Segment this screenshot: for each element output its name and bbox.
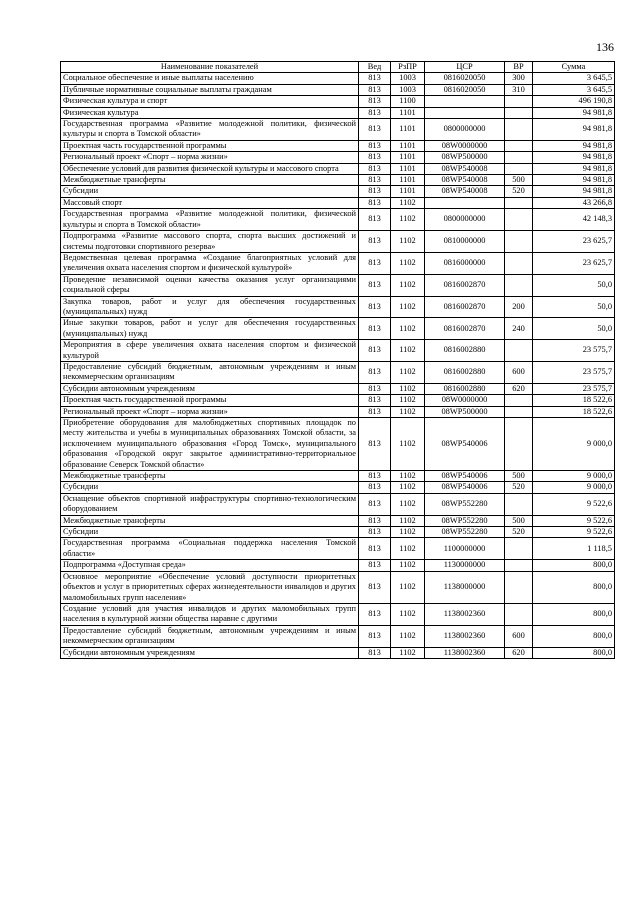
- sum-cell: 9 000,0: [533, 482, 615, 493]
- rzpr-cell: 1101: [391, 140, 425, 151]
- rzpr-cell: 1102: [391, 296, 425, 318]
- csr-cell: 08WP540008: [425, 186, 505, 197]
- ved-cell: 813: [359, 418, 391, 471]
- row-name-cell: Проектная часть государственной программы: [61, 395, 359, 406]
- row-name-cell: Закупка товаров, работ и услуг для обеспечения государственных (муниципальных) нужд: [61, 296, 359, 318]
- csr-cell: [425, 197, 505, 208]
- rzpr-cell: 1102: [391, 231, 425, 253]
- rzpr-cell: 1102: [391, 406, 425, 417]
- table-row: [61, 119, 615, 141]
- row-name-cell: Массовый спорт: [61, 197, 359, 208]
- row-name-cell: Проектная часть государственной программы: [61, 140, 359, 151]
- ved-cell: 813: [359, 647, 391, 658]
- csr-cell: 0816002870: [425, 296, 505, 318]
- ved-cell: 813: [359, 383, 391, 394]
- csr-cell: 1130000000: [425, 560, 505, 571]
- csr-cell: 08W0000000: [425, 140, 505, 151]
- table-row: [61, 515, 615, 526]
- sum-cell: 94 981,8: [533, 140, 615, 151]
- sum-cell: 18 522,6: [533, 406, 615, 417]
- rzpr-cell: 1003: [391, 84, 425, 95]
- vr-cell: [505, 96, 533, 107]
- sum-cell: 3 645,5: [533, 84, 615, 95]
- header-csr: ЦСР: [425, 62, 505, 73]
- rzpr-cell: 1102: [391, 527, 425, 538]
- row-name-cell: Государственная программа «Социальная поддержка населения Томской области»: [61, 538, 359, 560]
- ved-cell: 813: [359, 296, 391, 318]
- csr-cell: [425, 107, 505, 118]
- ved-cell: 813: [359, 73, 391, 84]
- table-row: [61, 603, 615, 625]
- row-name-cell: Субсидии автономным учреждениям: [61, 383, 359, 394]
- sum-cell: 496 190,8: [533, 96, 615, 107]
- sum-cell: 9 522,6: [533, 527, 615, 538]
- row-name-cell: Межбюджетные трансферты: [61, 515, 359, 526]
- budget-table: [60, 61, 615, 659]
- sum-cell: 94 981,8: [533, 152, 615, 163]
- vr-cell: 620: [505, 647, 533, 658]
- rzpr-cell: 1102: [391, 274, 425, 296]
- header-vr: ВР: [505, 62, 533, 73]
- csr-cell: 1138002360: [425, 603, 505, 625]
- csr-cell: 0816000000: [425, 252, 505, 274]
- csr-cell: 08WP540006: [425, 418, 505, 471]
- csr-cell: 0810000000: [425, 231, 505, 253]
- table-row: [61, 647, 615, 658]
- vr-cell: 500: [505, 175, 533, 186]
- ved-cell: 813: [359, 361, 391, 383]
- rzpr-cell: 1101: [391, 175, 425, 186]
- rzpr-cell: 1102: [391, 197, 425, 208]
- table-row: [61, 252, 615, 274]
- vr-cell: 600: [505, 625, 533, 647]
- rzpr-cell: 1101: [391, 186, 425, 197]
- rzpr-cell: 1102: [391, 538, 425, 560]
- vr-cell: [505, 418, 533, 471]
- rzpr-cell: 1102: [391, 493, 425, 515]
- vr-cell: 200: [505, 296, 533, 318]
- sum-cell: 43 266,8: [533, 197, 615, 208]
- rzpr-cell: 1102: [391, 318, 425, 340]
- vr-cell: 300: [505, 73, 533, 84]
- rzpr-cell: 1102: [391, 209, 425, 231]
- vr-cell: [505, 107, 533, 118]
- vr-cell: [505, 209, 533, 231]
- ved-cell: 813: [359, 140, 391, 151]
- rzpr-cell: 1102: [391, 471, 425, 482]
- row-name-cell: Иные закупки товаров, работ и услуг для обеспечения государственных (муниципальных) нужд: [61, 318, 359, 340]
- table-row: [61, 163, 615, 174]
- rzpr-cell: 1102: [391, 515, 425, 526]
- sum-cell: 23 575,7: [533, 340, 615, 362]
- ved-cell: 813: [359, 625, 391, 647]
- csr-cell: 08WP540006: [425, 482, 505, 493]
- ved-cell: 813: [359, 119, 391, 141]
- table-row: [61, 107, 615, 118]
- ved-cell: 813: [359, 603, 391, 625]
- row-name-cell: Субсидии: [61, 186, 359, 197]
- row-name-cell: Субсидии автономным учреждениям: [61, 647, 359, 658]
- header-ved: Вед: [359, 62, 391, 73]
- vr-cell: 500: [505, 515, 533, 526]
- table-row: [61, 395, 615, 406]
- row-name-cell: Государственная программа «Развитие молодежной политики, физической культуры и спорта в Томской области»: [61, 209, 359, 231]
- table-row: [61, 471, 615, 482]
- vr-cell: [505, 152, 533, 163]
- vr-cell: [505, 274, 533, 296]
- table-row: [61, 571, 615, 603]
- csr-cell: [425, 96, 505, 107]
- rzpr-cell: 1102: [391, 395, 425, 406]
- ved-cell: 813: [359, 186, 391, 197]
- row-name-cell: Обеспечение условий для развития физической культуры и массового спорта: [61, 163, 359, 174]
- table-row: [61, 318, 615, 340]
- row-name-cell: Оснащение объектов спортивной инфраструктуры спортивно-технологическим оборудованием: [61, 493, 359, 515]
- header-name: Наименование показателей: [61, 62, 359, 73]
- sum-cell: 9 000,0: [533, 471, 615, 482]
- csr-cell: 0800000000: [425, 119, 505, 141]
- ved-cell: 813: [359, 274, 391, 296]
- table-row: [61, 296, 615, 318]
- row-name-cell: Региональный проект «Спорт – норма жизни»: [61, 152, 359, 163]
- csr-cell: 08WP500000: [425, 152, 505, 163]
- rzpr-cell: 1101: [391, 163, 425, 174]
- table-row: [61, 73, 615, 84]
- sum-cell: 3 645,5: [533, 73, 615, 84]
- ved-cell: 813: [359, 493, 391, 515]
- ved-cell: 813: [359, 175, 391, 186]
- vr-cell: [505, 603, 533, 625]
- table-row: [61, 186, 615, 197]
- rzpr-cell: 1101: [391, 119, 425, 141]
- vr-cell: [505, 395, 533, 406]
- sum-cell: 50,0: [533, 274, 615, 296]
- table-row: [61, 209, 615, 231]
- csr-cell: 08WP552280: [425, 493, 505, 515]
- ved-cell: 813: [359, 96, 391, 107]
- csr-cell: 1138000000: [425, 571, 505, 603]
- csr-cell: 1100000000: [425, 538, 505, 560]
- row-name-cell: Ведомственная целевая программа «Создание благоприятных условий для увеличения охвата населения спортом и физической культурой»: [61, 252, 359, 274]
- row-name-cell: Межбюджетные трансферты: [61, 175, 359, 186]
- sum-cell: 1 118,5: [533, 538, 615, 560]
- row-name-cell: Проведение независимой оценки качества оказания услуг организациями социальной сферы: [61, 274, 359, 296]
- rzpr-cell: 1102: [391, 603, 425, 625]
- row-name-cell: Субсидии: [61, 482, 359, 493]
- row-name-cell: Публичные нормативные социальные выплаты гражданам: [61, 84, 359, 95]
- csr-cell: 08WP540008: [425, 175, 505, 186]
- table-row: [61, 96, 615, 107]
- sum-cell: 23 625,7: [533, 231, 615, 253]
- vr-cell: 500: [505, 471, 533, 482]
- header-sum: Сумма: [533, 62, 615, 73]
- vr-cell: [505, 406, 533, 417]
- csr-cell: 08W0000000: [425, 395, 505, 406]
- ved-cell: 813: [359, 318, 391, 340]
- ved-cell: 813: [359, 515, 391, 526]
- rzpr-cell: 1102: [391, 571, 425, 603]
- sum-cell: 23 625,7: [533, 252, 615, 274]
- csr-cell: 0816002880: [425, 340, 505, 362]
- table-row: [61, 406, 615, 417]
- ved-cell: 813: [359, 163, 391, 174]
- table-row: [61, 493, 615, 515]
- sum-cell: 94 981,8: [533, 163, 615, 174]
- rzpr-cell: 1003: [391, 73, 425, 84]
- table-row: [61, 361, 615, 383]
- sum-cell: 800,0: [533, 603, 615, 625]
- rzpr-cell: 1102: [391, 647, 425, 658]
- table-row: [61, 231, 615, 253]
- csr-cell: 0816002880: [425, 361, 505, 383]
- sum-cell: 42 148,3: [533, 209, 615, 231]
- sum-cell: 50,0: [533, 318, 615, 340]
- sum-cell: 800,0: [533, 571, 615, 603]
- csr-cell: 0816002880: [425, 383, 505, 394]
- ved-cell: 813: [359, 527, 391, 538]
- header-rzpr: РзПР: [391, 62, 425, 73]
- sum-cell: 18 522,6: [533, 395, 615, 406]
- sum-cell: 800,0: [533, 560, 615, 571]
- sum-cell: 23 575,7: [533, 383, 615, 394]
- table-row: [61, 274, 615, 296]
- rzpr-cell: 1101: [391, 152, 425, 163]
- sum-cell: 50,0: [533, 296, 615, 318]
- csr-cell: 0816002870: [425, 318, 505, 340]
- ved-cell: 813: [359, 84, 391, 95]
- vr-cell: [505, 340, 533, 362]
- table-row: [61, 175, 615, 186]
- csr-cell: 0816002870: [425, 274, 505, 296]
- ved-cell: 813: [359, 538, 391, 560]
- sum-cell: 94 981,8: [533, 107, 615, 118]
- row-name-cell: Подпрограмма «Развитие массового спорта, спорта высших достижений и системы подготовки спортивного резерва»: [61, 231, 359, 253]
- rzpr-cell: 1102: [391, 361, 425, 383]
- row-name-cell: Подпрограмма «Доступная среда»: [61, 560, 359, 571]
- vr-cell: [505, 493, 533, 515]
- csr-cell: 08WP540006: [425, 471, 505, 482]
- table-row: [61, 538, 615, 560]
- ved-cell: 813: [359, 395, 391, 406]
- vr-cell: [505, 538, 533, 560]
- sum-cell: 94 981,8: [533, 175, 615, 186]
- rzpr-cell: 1102: [391, 252, 425, 274]
- ved-cell: 813: [359, 482, 391, 493]
- vr-cell: [505, 119, 533, 141]
- vr-cell: 240: [505, 318, 533, 340]
- csr-cell: 08WP552280: [425, 515, 505, 526]
- ved-cell: 813: [359, 152, 391, 163]
- ved-cell: 813: [359, 471, 391, 482]
- vr-cell: [505, 252, 533, 274]
- csr-cell: 0816020050: [425, 84, 505, 95]
- csr-cell: 0800000000: [425, 209, 505, 231]
- table-row: [61, 418, 615, 471]
- table-row: [61, 560, 615, 571]
- table-row: [61, 625, 615, 647]
- vr-cell: [505, 571, 533, 603]
- rzpr-cell: 1102: [391, 340, 425, 362]
- vr-cell: 520: [505, 186, 533, 197]
- csr-cell: 08WP500000: [425, 406, 505, 417]
- row-name-cell: Приобретение оборудования для малобюджетных спортивных площадок по месту жительства и учебы в муниципальных образованиях Томской области, за исключением муниципального образования «Город Томск», муниципального образования «Городской округ закрытое административно-территориальное образование Северск Томской области»: [61, 418, 359, 471]
- rzpr-cell: 1102: [391, 418, 425, 471]
- sum-cell: 9 522,6: [533, 515, 615, 526]
- row-name-cell: Физическая культура и спорт: [61, 96, 359, 107]
- row-name-cell: Основное мероприятие «Обеспечение условий доступности приоритетных объектов и услуг в приоритетных сферах жизнедеятельности инвалидов и других маломобильных групп населения»: [61, 571, 359, 603]
- rzpr-cell: 1102: [391, 560, 425, 571]
- table-row: [61, 84, 615, 95]
- row-name-cell: Субсидии: [61, 527, 359, 538]
- row-name-cell: Межбюджетные трансферты: [61, 471, 359, 482]
- row-name-cell: Социальное обеспечение и иные выплаты населению: [61, 73, 359, 84]
- row-name-cell: Создание условий для участия инвалидов и других маломобильных групп населения в культурной жизни общества наравне с другими: [61, 603, 359, 625]
- csr-cell: 0816020050: [425, 73, 505, 84]
- csr-cell: 1138002360: [425, 625, 505, 647]
- vr-cell: [505, 163, 533, 174]
- table-header-row: [61, 62, 615, 73]
- vr-cell: 600: [505, 361, 533, 383]
- table-row: [61, 340, 615, 362]
- table-row: [61, 383, 615, 394]
- page-number: 136: [596, 40, 614, 54]
- ved-cell: 813: [359, 406, 391, 417]
- row-name-cell: Государственная программа «Развитие молодежной политики, физической культуры и спорта в Томской области»: [61, 119, 359, 141]
- sum-cell: 800,0: [533, 625, 615, 647]
- ved-cell: 813: [359, 107, 391, 118]
- sum-cell: 9 000,0: [533, 418, 615, 471]
- row-name-cell: Предоставление субсидий бюджетным, автономным учреждениям и иным некоммерческим организациям: [61, 361, 359, 383]
- table-row: [61, 152, 615, 163]
- ved-cell: 813: [359, 340, 391, 362]
- vr-cell: [505, 231, 533, 253]
- vr-cell: 520: [505, 527, 533, 538]
- table-row: [61, 527, 615, 538]
- vr-cell: [505, 560, 533, 571]
- row-name-cell: Мероприятия в сфере увеличения охвата населения спортом и физической культурой: [61, 340, 359, 362]
- ved-cell: 813: [359, 252, 391, 274]
- sum-cell: 800,0: [533, 647, 615, 658]
- rzpr-cell: 1102: [391, 482, 425, 493]
- ved-cell: 813: [359, 231, 391, 253]
- csr-cell: 1138002360: [425, 647, 505, 658]
- table-row: [61, 197, 615, 208]
- ved-cell: 813: [359, 560, 391, 571]
- rzpr-cell: 1102: [391, 383, 425, 394]
- vr-cell: 310: [505, 84, 533, 95]
- rzpr-cell: 1101: [391, 107, 425, 118]
- ved-cell: 813: [359, 209, 391, 231]
- sum-cell: 94 981,8: [533, 186, 615, 197]
- ved-cell: 813: [359, 571, 391, 603]
- sum-cell: 9 522,6: [533, 493, 615, 515]
- vr-cell: 520: [505, 482, 533, 493]
- row-name-cell: Предоставление субсидий бюджетным, автономным учреждениям и иным некоммерческим организациям: [61, 625, 359, 647]
- rzpr-cell: 1102: [391, 625, 425, 647]
- table-row: [61, 140, 615, 151]
- vr-cell: [505, 197, 533, 208]
- ved-cell: 813: [359, 197, 391, 208]
- table-row: [61, 482, 615, 493]
- row-name-cell: Физическая культура: [61, 107, 359, 118]
- sum-cell: 23 575,7: [533, 361, 615, 383]
- row-name-cell: Региональный проект «Спорт – норма жизни»: [61, 406, 359, 417]
- table-body: [61, 73, 615, 659]
- csr-cell: 08WP540008: [425, 163, 505, 174]
- rzpr-cell: 1100: [391, 96, 425, 107]
- csr-cell: 08WP552280: [425, 527, 505, 538]
- vr-cell: 620: [505, 383, 533, 394]
- vr-cell: [505, 140, 533, 151]
- sum-cell: 94 981,8: [533, 119, 615, 141]
